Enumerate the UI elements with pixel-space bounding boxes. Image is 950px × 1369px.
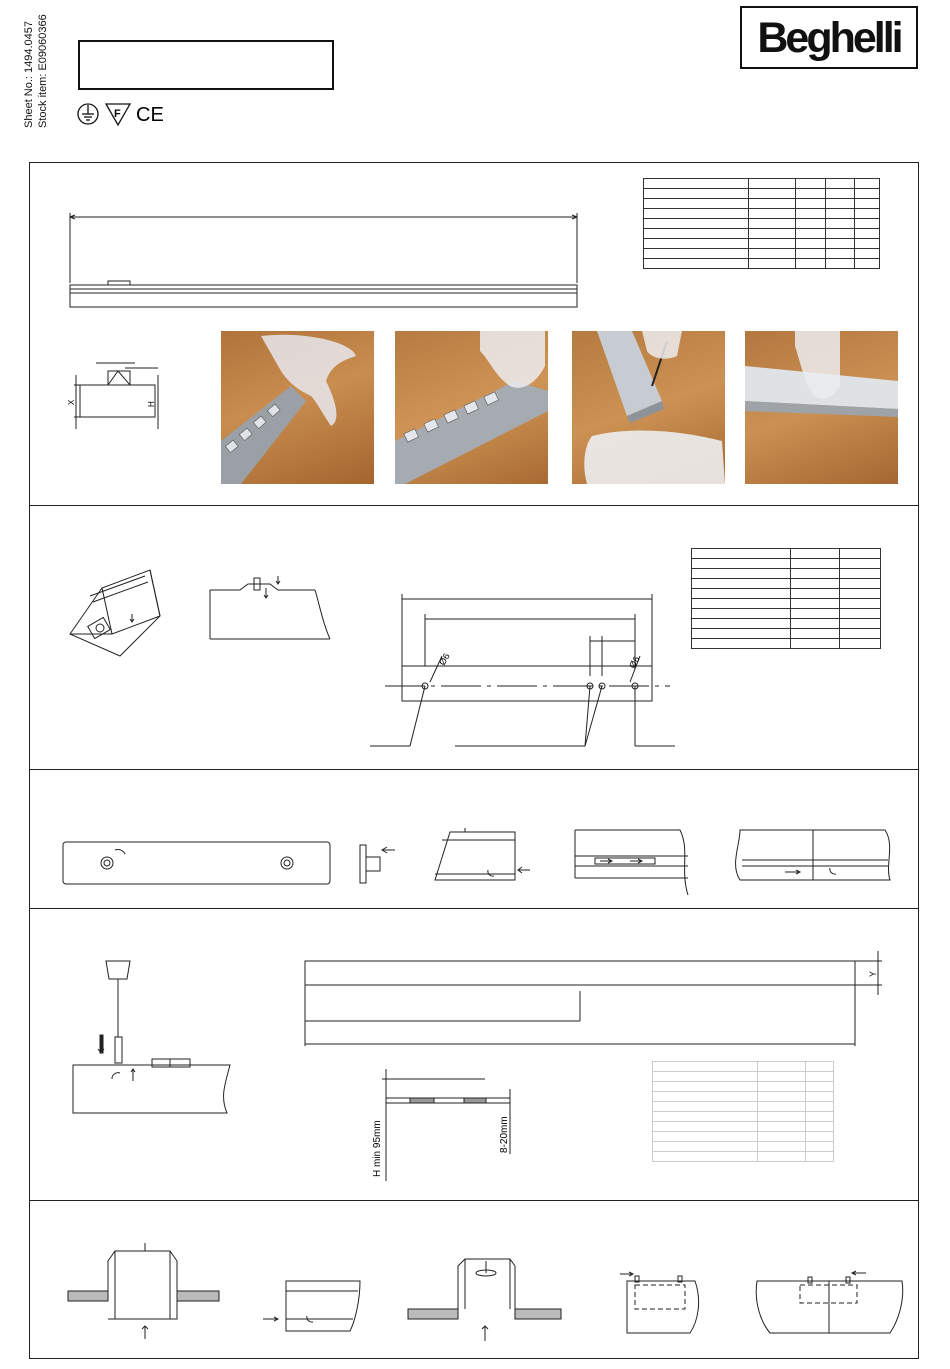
suspension-kit-diagram [73, 961, 230, 1113]
recessed-insert-step-1 [68, 1243, 219, 1339]
end-cap-perspective [70, 570, 160, 656]
brand-logo-text: Beghelli [757, 14, 901, 62]
section-suspension-mounting [29, 909, 919, 1201]
hole-diameter-label-left: Ø6 [437, 651, 452, 667]
photo-screwdriver [572, 331, 725, 484]
joining-plate [63, 842, 330, 884]
hole-diameter-label-right: Ø6 [627, 654, 642, 670]
earth-ground-icon [78, 104, 98, 124]
h-min-label: H min 95mm [372, 1120, 383, 1177]
sheet-number: Sheet No.: 1494.0457 [23, 20, 35, 128]
brand-logo [740, 6, 918, 69]
section-joining [29, 770, 919, 909]
photo-diffuser [745, 331, 898, 484]
recessed-clip-detail [263, 1281, 360, 1331]
recessed-insert-step-2 [408, 1259, 561, 1341]
recessed-bracket-step-3 [620, 1272, 699, 1333]
section-recessed-mounting [29, 1201, 919, 1359]
spec-table-3 [652, 1061, 834, 1162]
photo-remove-reflector [221, 331, 374, 484]
drilling-template-diagram [370, 594, 675, 746]
joint-end-view [435, 828, 530, 880]
ce-mark-icon [136, 104, 164, 126]
ceiling-bracket-detail [210, 576, 330, 639]
connector-pin [360, 845, 395, 883]
recessed-bracket-step-4 [756, 1271, 902, 1333]
spec-table-1 [643, 178, 880, 269]
dim-label-h: H [147, 401, 156, 407]
thickness-label: 8-20mm [499, 1116, 510, 1153]
luminaire-suspension-dimensions [305, 951, 882, 1046]
joint-top-view [575, 830, 688, 895]
section-dimensions [29, 162, 919, 506]
dim-label-y: Y [868, 970, 878, 977]
f-mark-icon [106, 104, 130, 125]
luminaire-side-view [70, 213, 577, 307]
photo-lift-reflector [395, 331, 548, 484]
stock-item: Stock item: E09060366 [37, 14, 49, 128]
spec-table-2 [691, 548, 881, 649]
joint-combined-view [736, 830, 890, 880]
cross-section-diagram [74, 363, 158, 429]
sheet-meta [22, 8, 72, 128]
dim-label-x: X [67, 399, 76, 405]
svg-text:F: F [114, 108, 121, 120]
section-ceiling-mounting [29, 506, 919, 770]
ceiling-thickness-diagram [382, 1069, 510, 1181]
certification-marks [76, 100, 176, 128]
svg-text:CE: CE [136, 104, 164, 126]
title-box [78, 40, 334, 90]
